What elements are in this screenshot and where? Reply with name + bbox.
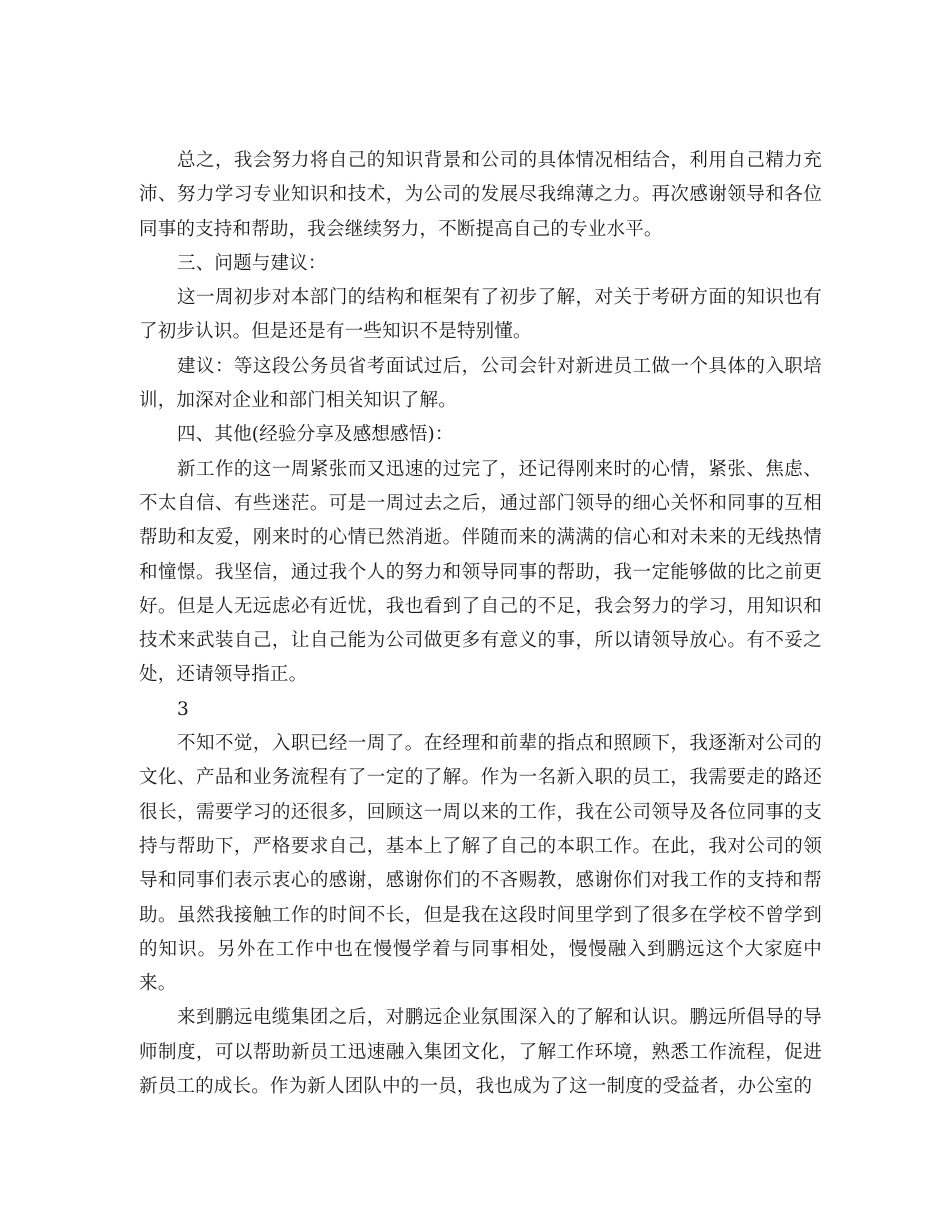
paragraph-summary: 总之，我会努力将自己的知识背景和公司的具体情况相结合，利用自己精力充沛、努力学习专业知识和技术，为公司的发展尽我绵薄之力。再次感谢领导和各位同事的支持和帮助，我会继续努力，不断提高自己的专业水平。: [139, 150, 822, 240]
heading-problems-suggestions: 三、问题与建议：: [177, 252, 327, 274]
paragraph-experience: 新工作的这一周紧张而又迅速的过完了，还记得刚来时的心情，紧张、焦虑、不太自信、有些迷茫。可是一周过去之后，通过部门领导的细心关怀和同事的互相帮助和友爱，刚来时的心情已然消逝。伴随而来的满满的信心和对未来的无线热情和憧憬。我坚信，通过我个人的努力和领导同事的帮助，我一定能够做的比之前更好。但是人无远虑必有近忧，我也看到了自己的不足，我会努力的学习，用知识和技术来武装自己，让自己能为公司做更多有意义的事，所以请领导放心。有不妥之处，还请领导指正。: [139, 458, 822, 686]
document-body: [139, 144, 822, 1104]
paragraph-first-week: 不知不觉，入职已经一周了。在经理和前辈的指点和照顾下，我逐渐对公司的文化、产品和业务流程有了一定的了解。作为一名新入职的员工，我需要走的路还很长，需要学习的还很多，回顾这一周以来的工作，我在公司领导及各位同事的支持与帮助下，严格要求自己，基本上了解了自己的本职工作。在此，我对公司的领导和同事们表示衷心的感谢，感谢你们的不吝赐教，感谢你们对我工作的支持和帮助。虽然我接触工作的时间不长，但是我在这段时间里学到了很多在学校不曾学到的知识。另外在工作中也在慢慢学着与同事相处，慢慢融入到鹏远这个大家庭中来。: [139, 733, 822, 995]
paragraph-suggestion: 建议：等这段公务员省考面试过后，公司会针对新进员工做一个具体的入职培训，加深对企业和部门相关知识了解。: [139, 355, 822, 412]
paragraph-problems: 这一周初步对本部门的结构和框架有了初步了解，对关于考研方面的知识也有了初步认识。但是还是有一些知识不是特别懂。: [139, 287, 822, 343]
heading-other: 四、其他(经验分享及感想感悟)：: [177, 424, 454, 446]
section-number: 3: [177, 698, 189, 720]
paragraph-company-mentor: 来到鹏远电缆集团之后，对鹏远企业氛围深入的了解和认识。鹏远所倡导的导师制度，可以帮助新员工迅速融入集团文化，了解工作环境，熟悉工作流程，促进新员工的成长。作为新人团队中的一员，我也成为了这一制度的受益者，办公室的: [139, 1007, 822, 1098]
